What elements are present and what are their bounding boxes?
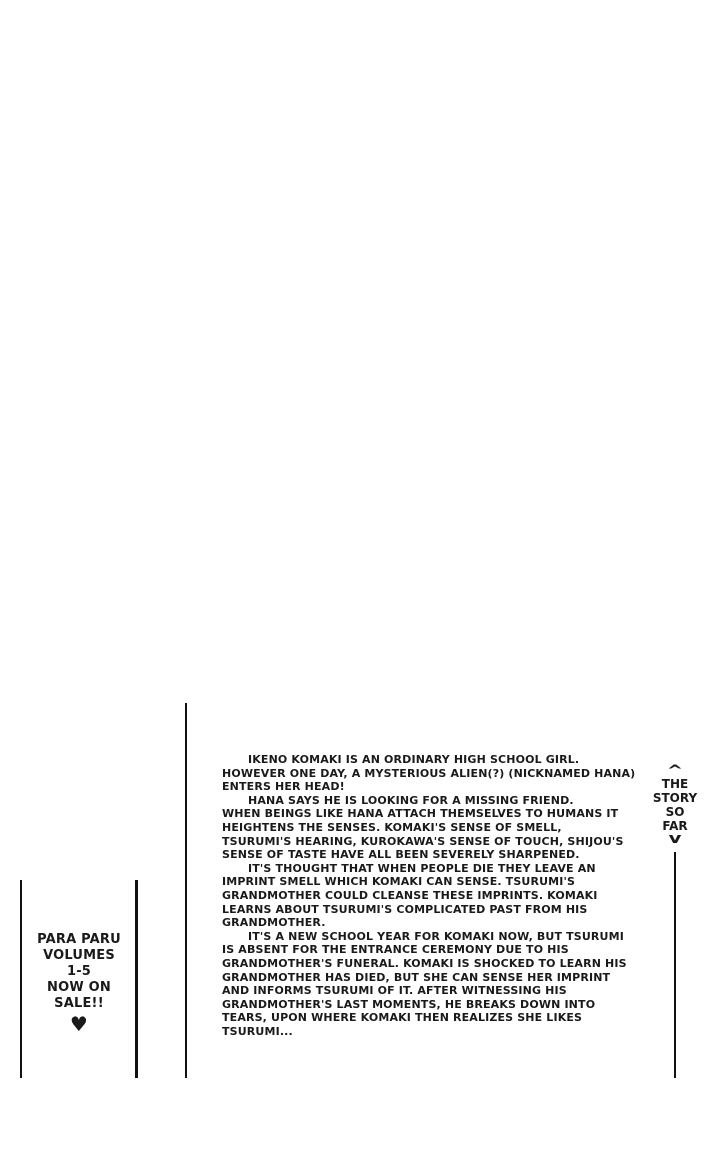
story-so-far-border	[674, 852, 676, 1078]
chevron-down-icon: v	[668, 831, 682, 847]
heart-icon: ♥	[69, 1012, 89, 1036]
story-line: LEARNS ABOUT TSURUMI'S COMPLICATED PAST FROM HIS	[222, 902, 588, 916]
promo-line: VOLUMES	[43, 948, 115, 963]
story-line: IMPRINT SMELL WHICH KOMAKI CAN SENSE. TSURUMI'S	[222, 875, 576, 889]
story-line: IKENO KOMAKI IS AN ORDINARY HIGH SCHOOL GIRL.	[248, 753, 580, 766]
story-line: WHEN BEINGS LIKE HANA ATTACH THEMSELVES TO HUMANS IT	[222, 807, 619, 821]
chevron-up-icon: ^	[666, 763, 684, 779]
story-so-far-word: THE	[661, 777, 689, 791]
story-line: TSURUMI...	[222, 1024, 293, 1038]
story-summary	[222, 753, 642, 1038]
story-line: TSURUMI'S HEARING, KUROKAWA'S SENSE OF TOUCH, SHIJOU'S	[222, 834, 624, 848]
story-line: AND INFORMS TSURUMI OF IT. AFTER WITNESSING HIS	[222, 984, 567, 998]
story-so-far-word: SO	[665, 805, 685, 819]
story-line: GRANDMOTHER'S FUNERAL. KOMAKI IS SHOCKED TO LEARN HIS	[222, 956, 627, 970]
story-line: TEARS, UPON WHERE KOMAKI THEN REALIZES SHE LIKES	[222, 1011, 583, 1025]
promo-block	[24, 932, 134, 1035]
promo-line: SALE!!	[54, 996, 104, 1011]
story-line: GRANDMOTHER HAS DIED, BUT SHE CAN SENSE HER IMPRINT	[222, 970, 611, 984]
promo-border-left	[20, 880, 22, 1078]
story-line: HANA SAYS HE IS LOOKING FOR A MISSING FRIEND.	[248, 793, 574, 807]
story-line: HOWEVER ONE DAY, A MYSTERIOUS ALIEN(?) (NICKNAMED HANA)	[222, 766, 636, 780]
story-line: IS ABSENT FOR THE ENTRANCE CEREMONY DUE TO HIS	[222, 943, 569, 957]
promo-border-right	[135, 880, 138, 1078]
story-line: IT'S A NEW SCHOOL YEAR FOR KOMAKI NOW, BUT TSURUMI	[248, 929, 624, 943]
story-line: IT'S THOUGHT THAT WHEN PEOPLE DIE THEY LEAVE AN	[248, 861, 596, 875]
story-border-left	[185, 703, 187, 1078]
story-line: SENSE OF TASTE HAVE ALL BEEN SEVERELY SHARPENED.	[222, 848, 580, 862]
story-so-far-word: FAR	[662, 819, 688, 833]
promo-line: PARA PARU	[37, 932, 121, 947]
story-line: GRANDMOTHER'S LAST MOMENTS, HE BREAKS DOWN INTO	[222, 997, 596, 1011]
promo-line: 1-5	[66, 964, 92, 979]
story-line: GRANDMOTHER.	[222, 916, 326, 930]
story-so-far-label	[648, 765, 702, 845]
promo-line: NOW ON	[47, 980, 111, 995]
story-line: ENTERS HER HEAD!	[222, 780, 345, 794]
story-line: HEIGHTENS THE SENSES. KOMAKI'S SENSE OF SMELL,	[222, 820, 562, 834]
story-line: GRANDMOTHER COULD CLEANSE THESE IMPRINTS. KOMAKI	[222, 888, 598, 902]
story-so-far-word: STORY	[652, 791, 698, 805]
